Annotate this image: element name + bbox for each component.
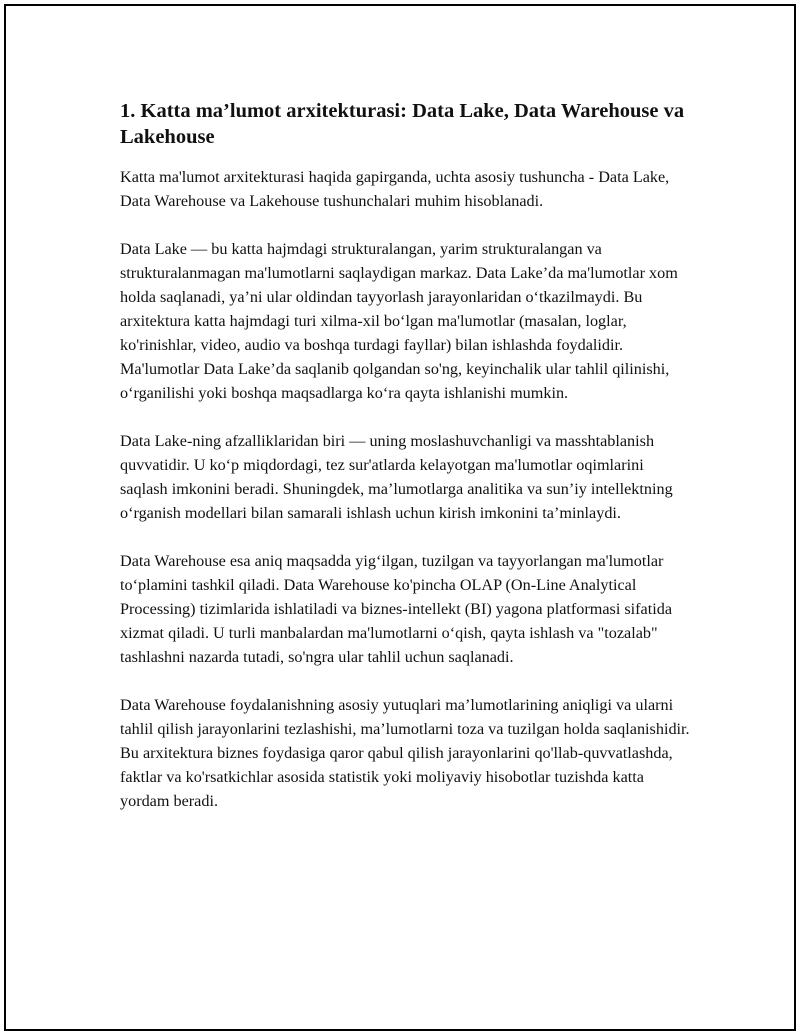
paragraph-data-warehouse-advantages: Data Warehouse foydalanishning asosiy yutuqlari ma’lumotlarining aniqligi va ularni tahlil qilish jarayonlarini tezlashishi, ma’lumotlarni toza va tuzilgan holda saqlanishidir. Bu arxitektura biznes foydasiga qaror qabul qilish jarayonlarini qo'llab-quvvatlashda, faktlar va ko'rsatkichlar asosida statistik yoki moliyaviy hisobotlar tuzishda katta yordam beradi.: [120, 696, 690, 810]
document-body: [120, 98, 690, 837]
section-heading: 1. Katta ma’lumot arxitekturasi: Data Lake, Data Warehouse va Lakehouse: [120, 100, 685, 148]
paragraph-data-lake-advantages: Data Lake-ning afzalliklaridan biri — uning moslashuvchanligi va masshtablanish quvvatidir. U ko‘p miqdordagi, tez sur'atlarda kelayotgan ma'lumotlar oqimlarini saqlash imkonini beradi. Shuningdek, ma’lumotlarga analitika va sun’iy intellektning o‘rganish modellari bilan samarali ishlash uchun kirish imkonini ta’minlaydi.: [120, 432, 673, 522]
paragraph-intro: Katta ma'lumot arxitekturasi haqida gapirganda, uchta asosiy tushuncha - Data Lake, Data Warehouse va Lakehouse tushunchalari muhim hisoblanadi.: [120, 168, 670, 210]
page-frame: [4, 4, 796, 1031]
paragraph-data-warehouse: Data Warehouse esa aniq maqsadda yig‘ilgan, tuzilgan va tayyorlangan ma'lumotlar to‘plamini tashkil qiladi. Data Warehouse ko'pincha OLAP (On-Line Analytical Processing) tizimlarida ishlatiladi va biznes-intellekt (BI) yagona platformasi sifatida xizmat qiladi. U turli manbalardan ma'lumotlarni o‘qish, qayta ishlash va "tozalab" tashlashni nazarda tutadi, so'ngra ular tahlil uchun saqlanadi.: [120, 552, 673, 666]
paragraph-data-lake: Data Lake — bu katta hajmdagi strukturalangan, yarim strukturalangan va strukturalanmagan ma'lumotlarni saqlaydigan markaz. Data Lake’da ma'lumotlar xom holda saqlanadi, ya’ni ular oldindan tayyorlash jarayonlaridan o‘tkazilmaydi. Bu arxitektura katta hajmdagi turi xilma-xil bo‘lgan ma'lumotlar (masalan, loglar, ko'rinishlar, video, audio va boshqa turdagi fayllar) bilan ishlashda foydalidir. Ma'lumotlar Data Lake’da saqlanib qolgandan so'ng, keyinchalik ular tahlil qilinishi, o‘rganilishi yoki boshqa maqsadlarga ko‘ra qayta ishlanishi mumkin.: [120, 240, 678, 402]
